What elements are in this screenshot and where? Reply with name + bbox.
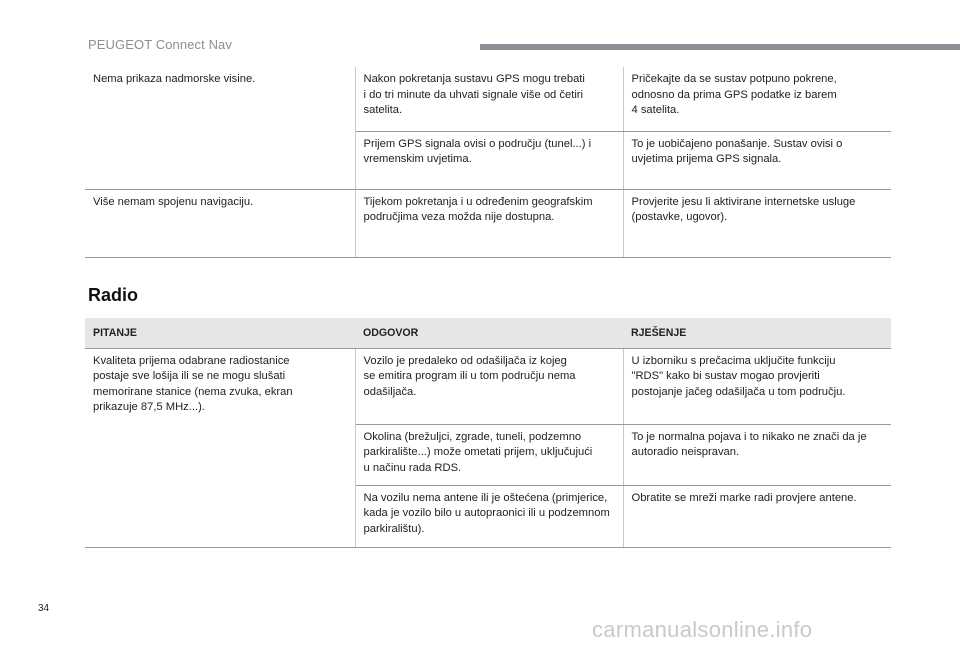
solution-cell: To je normalna pojava i to nikako ne znači da je autoradio neispravan.	[623, 424, 891, 485]
question-cell: Nema prikaza nadmorske visine.	[85, 67, 355, 189]
table-row	[85, 67, 891, 131]
answer-cell: Tijekom pokretanja i u određenim geografskim područjima veza možda nije dostupna.	[355, 189, 623, 257]
section-title-radio: Radio	[88, 285, 139, 305]
solution-cell: Pričekajte da se sustav potpuno pokrene, odnosno da prima GPS podatke iz barem 4 satelita.	[623, 67, 891, 131]
question-cell: Više nemam spojenu navigaciju.	[85, 189, 355, 257]
table-row	[85, 189, 891, 257]
watermark-text: carmanualsonline.info	[592, 617, 813, 642]
header-divider-bar	[480, 44, 960, 50]
page-number: 34	[38, 603, 50, 614]
column-header-solution: RJEŠENJE	[623, 318, 891, 348]
troubleshooting-table-radio	[85, 318, 891, 548]
answer-cell: Okolina (brežuljci, zgrade, tuneli, podzemno parkiralište...) može ometati prijem, uključujući u načinu rada RDS.	[355, 424, 623, 485]
troubleshooting-table-navigation	[85, 67, 891, 258]
solution-cell: Obratite se mreži marke radi provjere antene.	[623, 485, 891, 547]
answer-cell: Nakon pokretanja sustavu GPS mogu trebati i do tri minute da uhvati signale više od četiri satelita.	[355, 67, 623, 131]
header-title: PEUGEOT Connect Nav	[88, 37, 232, 52]
answer-cell: Vozilo je predaleko od odašiljača iz kojeg se emitira program ili u tom području nema odašiljača.	[355, 348, 623, 424]
column-header-answer: ODGOVOR	[355, 318, 623, 348]
question-cell: Kvaliteta prijema odabrane radiostanice postaje sve lošija ili se ne mogu slušati memorirane stanice (nema zvuka, ekran prikazuje 87,5 MHz...).	[85, 348, 355, 547]
answer-cell: Na vozilu nema antene ili je oštećena (primjerice, kada je vozilo bilo u autopraonici ili u podzemnom parkiralištu).	[355, 485, 623, 547]
table-row	[85, 348, 891, 424]
solution-cell: To je uobičajeno ponašanje. Sustav ovisi o uvjetima prijema GPS signala.	[623, 131, 891, 189]
column-header-question: PITANJE	[85, 318, 355, 348]
table-header-row	[85, 318, 891, 348]
answer-cell: Prijem GPS signala ovisi o području (tunel...) i vremenskim uvjetima.	[355, 131, 623, 189]
solution-cell: U izborniku s prečacima uključite funkciju "RDS" kako bi sustav mogao provjeriti postojanje jačeg odašiljača u tom području.	[623, 348, 891, 424]
solution-cell: Provjerite jesu li aktivirane internetske usluge (postavke, ugovor).	[623, 189, 891, 257]
